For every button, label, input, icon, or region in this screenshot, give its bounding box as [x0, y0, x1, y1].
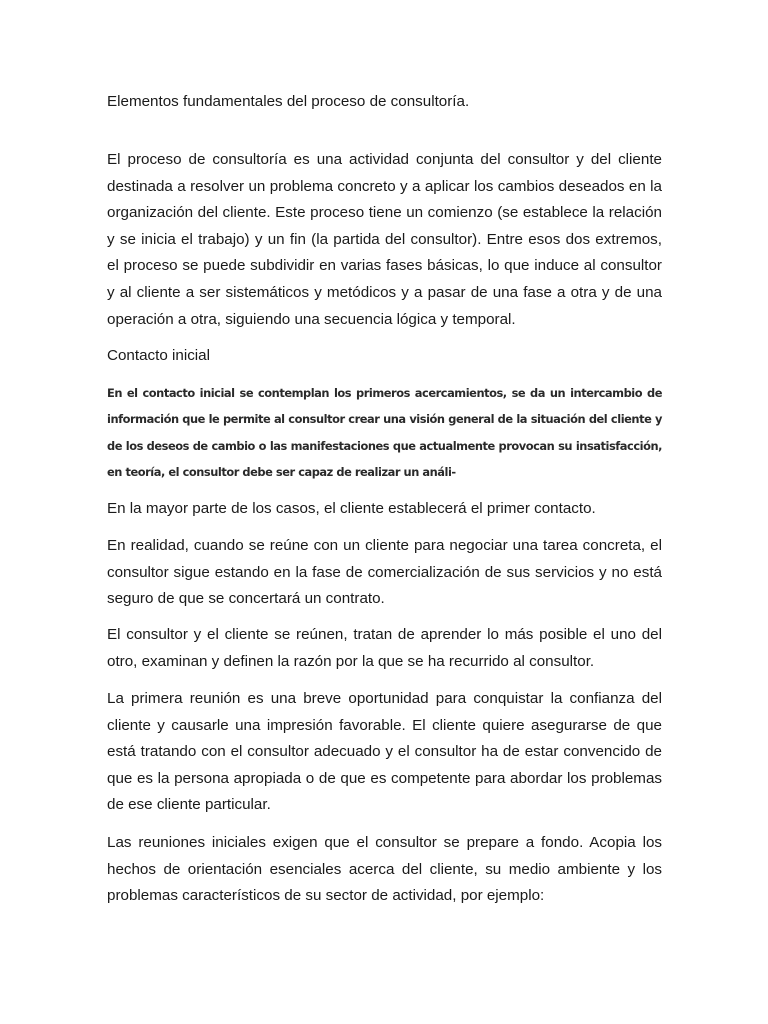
intro-paragraph: El proceso de consultoría es una actividad conjunta del consultor y del cliente destinada a resolver un problema concreto y a aplicar los cambios deseados en la organización del cliente. Este proceso tiene un comienzo (se establece la relación y se inicia el trabajo) y un fin (la partida del consultor). Entre esos dos extremos, el proceso se puede subdividir en varias fases básicas, lo que induce al consultor y al cliente a ser sistemáticos y metódicos y a pasar de una fase a otra y de una operación a otra, siguiendo una secuencia lógica y temporal.: [107, 151, 662, 328]
section-heading-contacto-inicial: Contacto inicial: [107, 347, 210, 364]
body-paragraph: En realidad, cuando se reúne con un cliente para negociar una tarea concreta, el consultor sigue estando en la fase de comercialización de sus servicios y no está seguro de que se concertará un contrato.: [107, 537, 662, 608]
document-title: Elementos fundamentales del proceso de consultoría.: [107, 93, 470, 110]
body-paragraph: La primera reunión es una breve oportunidad para conquistar la confianza del cliente y causarle una impresión favorable. El cliente quiere asegurarse de que está tratando con el consultor adecuado y el consultor ha de estar convencido de que es la persona apropiada o de que es competente para abordar los problemas de ese cliente particular.: [107, 690, 662, 814]
body-paragraph: El consultor y el cliente se reúnen, tratan de aprender lo más posible el uno del otro, examinan y definen la razón por la que se ha recurrido al consultor.: [107, 626, 662, 670]
body-paragraph: Las reuniones iniciales exigen que el consultor se prepare a fondo. Acopia los hechos de orientación esenciales acerca del cliente, su medio ambiente y los problemas característicos de su sector de actividad, por ejemplo:: [107, 834, 662, 905]
contacto-inicial-paragraph: En el contacto inicial se contemplan los primeros acercamientos, se da un intercambio de información que le permite al consultor crear una visión general de la situación del cliente y de los deseos de cambio o las manifestaciones que actualmente provocan su insatisfacción, en teoría, el consultor debe ser capaz de realizar un análi-: [107, 386, 662, 479]
body-paragraph: En la mayor parte de los casos, el cliente establecerá el primer contacto.: [107, 500, 596, 517]
